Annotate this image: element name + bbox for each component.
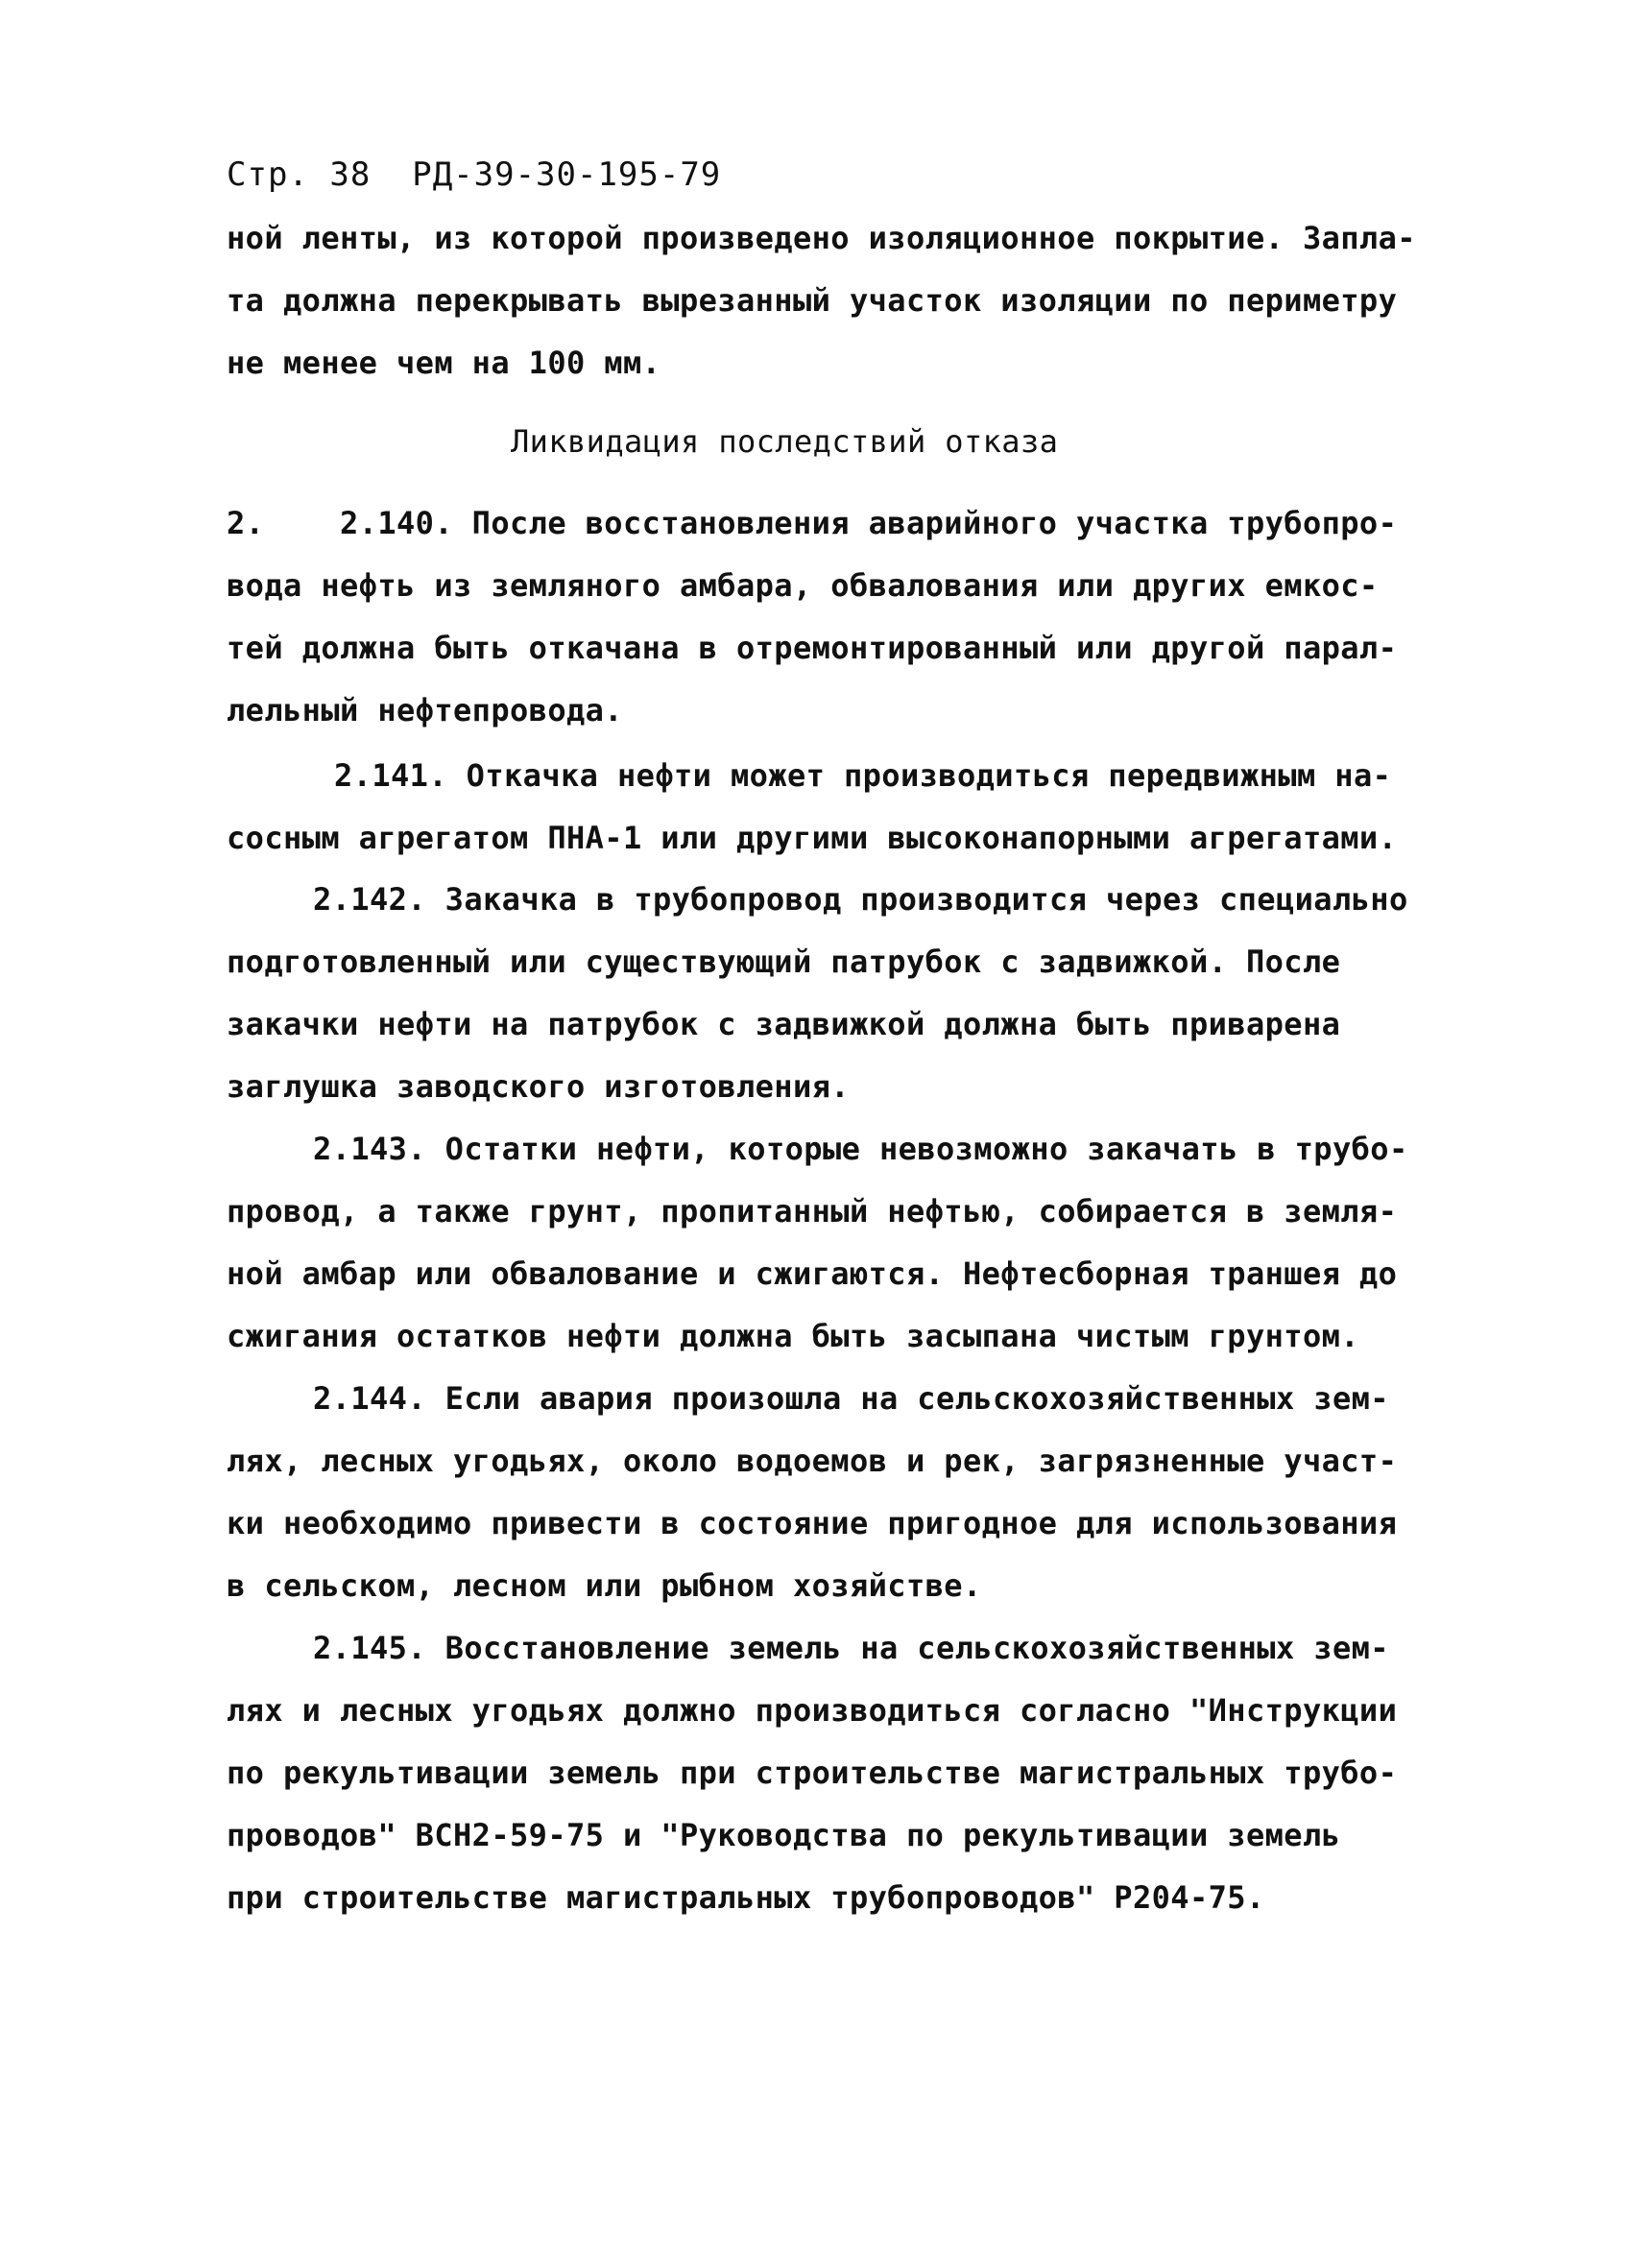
para-142-line-4: заглушка заводского изготовления. <box>227 1068 850 1105</box>
intro-line-3: не менее чем на 100 мм. <box>227 345 661 381</box>
para-144-line-4: в сельском, лесном или рыбном хозяйстве. <box>227 1567 982 1604</box>
para-141-line-2: сосным агрегатом ПНА-1 или другими высоконапорными агрегатами. <box>227 820 1398 856</box>
para-141-line-1: 2.141. Откачка нефти может производиться передвижным на- <box>334 757 1392 794</box>
para-144-line-1: 2.144. Если авария произошла на сельскохозяйственных зем- <box>313 1380 1389 1417</box>
intro-line-2: та должна перекрывать вырезанный участок изоляции по периметру <box>227 282 1398 319</box>
para-140-line-3: тей должна быть откачана в отремонтированный или другой парал- <box>227 630 1398 666</box>
para-143-line-4: сжигания остатков нефти должна быть засыпана чистым грунтом. <box>227 1318 1359 1354</box>
para-144-line-3: ки необходимо привести в состояние пригодное для использования <box>227 1505 1398 1541</box>
para-143-line-1: 2.143. Остатки нефти, которые невозможно закачать в трубо- <box>313 1131 1408 1167</box>
para-144-line-2: лях, лесных угодьях, около водоемов и рек, загрязненные участ- <box>227 1443 1398 1479</box>
para-145-line-2: лях и лесных угодьях должно производиться согласно "Инструкции <box>227 1692 1398 1729</box>
intro-line-1: ной ленты, из которой произведено изоляционное покрытие. Запла- <box>227 220 1416 256</box>
para-140-line-1: 2. 2.140. После восстановления аварийного участка трубопро- <box>227 505 1398 541</box>
para-143-line-2: провод, а также грунт, пропитанный нефтью, собирается в земля- <box>227 1193 1398 1229</box>
para-145-line-1: 2.145. Восстановление земель на сельскохозяйственных зем- <box>313 1630 1389 1666</box>
para-143-line-3: ной амбар или обвалование и сжигаются. Нефтесборная траншея до <box>227 1255 1398 1292</box>
page-header: Стр. 38 РД-39-30-195-79 <box>227 155 722 194</box>
para-145-line-5: при строительстве магистральных трубопроводов" Р204-75. <box>227 1879 1265 1916</box>
para-142-line-3: закачки нефти на патрубок с задвижкой должна быть приварена <box>227 1006 1341 1042</box>
section-heading: Ликвидация последствий отказа <box>511 423 1059 460</box>
para-145-line-4: проводов" ВСН2-59-75 и "Руководства по рекультивации земель <box>227 1817 1341 1853</box>
para-142-line-2: подготовленный или существующий патрубок с задвижкой. После <box>227 943 1341 980</box>
para-140-line-2: вода нефть из земляного амбара, обвалования или других емкос- <box>227 567 1379 604</box>
para-140-line-4: лельный нефтепровода. <box>227 692 623 728</box>
para-145-line-3: по рекультивации земель при строительстве магистральных трубо- <box>227 1755 1398 1791</box>
para-142-line-1: 2.142. Закачка в трубопровод производится через специально <box>313 881 1408 918</box>
